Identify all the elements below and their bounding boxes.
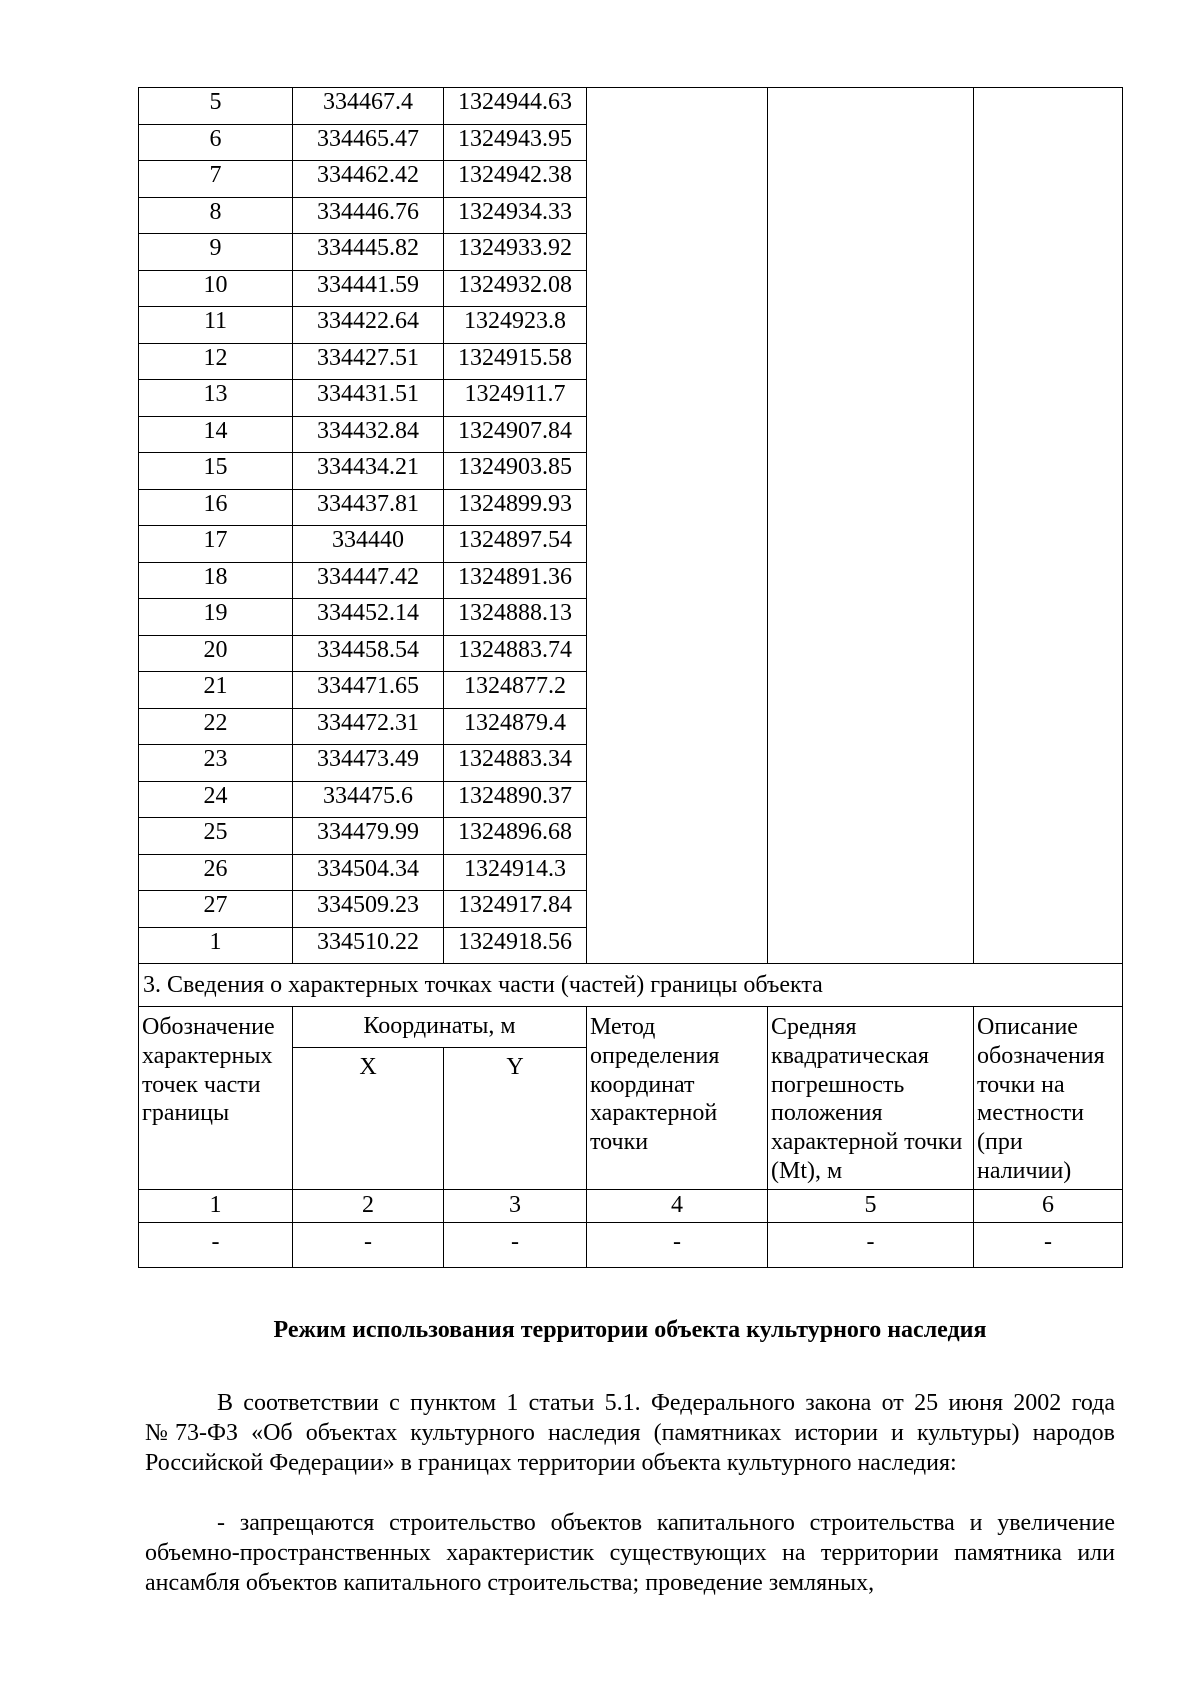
- empty-cell: -: [139, 1223, 293, 1268]
- point-number: 25: [139, 818, 293, 855]
- y-coordinate: 1324903.85: [444, 453, 587, 490]
- x-coordinate: 334467.4: [293, 88, 444, 125]
- y-coordinate: 1324883.74: [444, 635, 587, 672]
- x-coordinate: 334458.54: [293, 635, 444, 672]
- point-number: 5: [139, 88, 293, 125]
- x-coordinate: 334465.47: [293, 124, 444, 161]
- empty-cell: -: [444, 1223, 587, 1268]
- section3-table-body: [139, 964, 1123, 1268]
- header-description: Описание обозначения точки на местности (при наличии): [974, 1007, 1123, 1190]
- empty-cell: -: [293, 1223, 444, 1268]
- y-coordinate: 1324883.34: [444, 745, 587, 782]
- point-number: 8: [139, 197, 293, 234]
- y-coordinate: 1324934.33: [444, 197, 587, 234]
- y-coordinate: 1324942.38: [444, 161, 587, 198]
- y-coordinate: 1324944.63: [444, 88, 587, 125]
- header-designation: Обозначение характерных точек части границы: [139, 1007, 293, 1190]
- error-cell: [768, 88, 974, 964]
- y-coordinate: 1324907.84: [444, 416, 587, 453]
- y-coordinate: 1324891.36: [444, 562, 587, 599]
- section3-title: 3. Сведения о характерных точках части (частей) границы объекта: [139, 964, 1123, 1007]
- x-coordinate: 334432.84: [293, 416, 444, 453]
- coordinates-table: [138, 87, 1123, 1268]
- x-coordinate: 334440: [293, 526, 444, 563]
- y-coordinate: 1324899.93: [444, 489, 587, 526]
- y-coordinate: 1324896.68: [444, 818, 587, 855]
- regime-paragraph-1: В соответствии с пунктом 1 статьи 5.1. Федерального закона от 25 июня 2002 года №73-ФЗ «Об объектах культурного наследия (памятниках истории и культуры) народов Российской Федерации» в границах территории объекта культурного наследия:: [145, 1390, 1115, 1476]
- point-number: 10: [139, 270, 293, 307]
- y-coordinate: 1324888.13: [444, 599, 587, 636]
- y-coordinate: 1324914.3: [444, 854, 587, 891]
- point-number: 7: [139, 161, 293, 198]
- y-coordinate: 1324877.2: [444, 672, 587, 709]
- y-coordinate: 1324915.58: [444, 343, 587, 380]
- point-number: 14: [139, 416, 293, 453]
- point-number: 15: [139, 453, 293, 490]
- regime-title: Режим использования территории объекта культурного наследия: [273, 1317, 987, 1343]
- point-number: 20: [139, 635, 293, 672]
- method-cell: [587, 88, 768, 964]
- x-coordinate: 334473.49: [293, 745, 444, 782]
- column-number: 1: [139, 1190, 293, 1223]
- y-coordinate: 1324918.56: [444, 927, 587, 964]
- column-number: 5: [768, 1190, 974, 1223]
- x-coordinate: 334434.21: [293, 453, 444, 490]
- header-x: X: [293, 1048, 444, 1190]
- x-coordinate: 334427.51: [293, 343, 444, 380]
- y-coordinate: 1324943.95: [444, 124, 587, 161]
- point-number: 16: [139, 489, 293, 526]
- y-coordinate: 1324879.4: [444, 708, 587, 745]
- x-coordinate: 334471.65: [293, 672, 444, 709]
- column-number: 4: [587, 1190, 768, 1223]
- point-number: 21: [139, 672, 293, 709]
- y-coordinate: 1324917.84: [444, 891, 587, 928]
- column-number: 2: [293, 1190, 444, 1223]
- x-coordinate: 334504.34: [293, 854, 444, 891]
- x-coordinate: 334509.23: [293, 891, 444, 928]
- regime-paragraph-2: - запрещаются строительство объектов капитального строительства и увеличение объемно-пространственных характеристик существующих на территории памятника или ансамбля объектов капитального строительства; проведение земляных,: [145, 1510, 1115, 1596]
- header-coordinates: Координаты, м: [293, 1007, 587, 1048]
- x-coordinate: 334452.14: [293, 599, 444, 636]
- x-coordinate: 334431.51: [293, 380, 444, 417]
- x-coordinate: 334462.42: [293, 161, 444, 198]
- column-number: 6: [974, 1190, 1123, 1223]
- point-number: 11: [139, 307, 293, 344]
- x-coordinate: 334510.22: [293, 927, 444, 964]
- point-number: 23: [139, 745, 293, 782]
- header-error: Средняя квадратическая погрешность положения характерной точки (Mt), м: [768, 1007, 974, 1190]
- x-coordinate: 334447.42: [293, 562, 444, 599]
- y-coordinate: 1324933.92: [444, 234, 587, 271]
- y-coordinate: 1324897.54: [444, 526, 587, 563]
- point-number: 12: [139, 343, 293, 380]
- x-coordinate: 334437.81: [293, 489, 444, 526]
- point-number: 6: [139, 124, 293, 161]
- header-method: Метод определения координат характерной точки: [587, 1007, 768, 1190]
- column-number: 3: [444, 1190, 587, 1223]
- empty-cell: -: [587, 1223, 768, 1268]
- point-number: 13: [139, 380, 293, 417]
- x-coordinate: 334472.31: [293, 708, 444, 745]
- points-table-body: [139, 88, 1123, 964]
- point-number: 9: [139, 234, 293, 271]
- y-coordinate: 1324932.08: [444, 270, 587, 307]
- table-row: [139, 88, 1123, 125]
- empty-cell: -: [768, 1223, 974, 1268]
- y-coordinate: 1324923.8: [444, 307, 587, 344]
- header-y: Y: [444, 1048, 587, 1190]
- x-coordinate: 334445.82: [293, 234, 444, 271]
- y-coordinate: 1324911.7: [444, 380, 587, 417]
- empty-cell: -: [974, 1223, 1123, 1268]
- description-cell: [974, 88, 1123, 964]
- point-number: 24: [139, 781, 293, 818]
- point-number: 19: [139, 599, 293, 636]
- point-number: 22: [139, 708, 293, 745]
- x-coordinate: 334475.6: [293, 781, 444, 818]
- x-coordinate: 334479.99: [293, 818, 444, 855]
- point-number: 18: [139, 562, 293, 599]
- x-coordinate: 334422.64: [293, 307, 444, 344]
- point-number: 17: [139, 526, 293, 563]
- point-number: 27: [139, 891, 293, 928]
- point-number: 1: [139, 927, 293, 964]
- y-coordinate: 1324890.37: [444, 781, 587, 818]
- x-coordinate: 334446.76: [293, 197, 444, 234]
- point-number: 26: [139, 854, 293, 891]
- x-coordinate: 334441.59: [293, 270, 444, 307]
